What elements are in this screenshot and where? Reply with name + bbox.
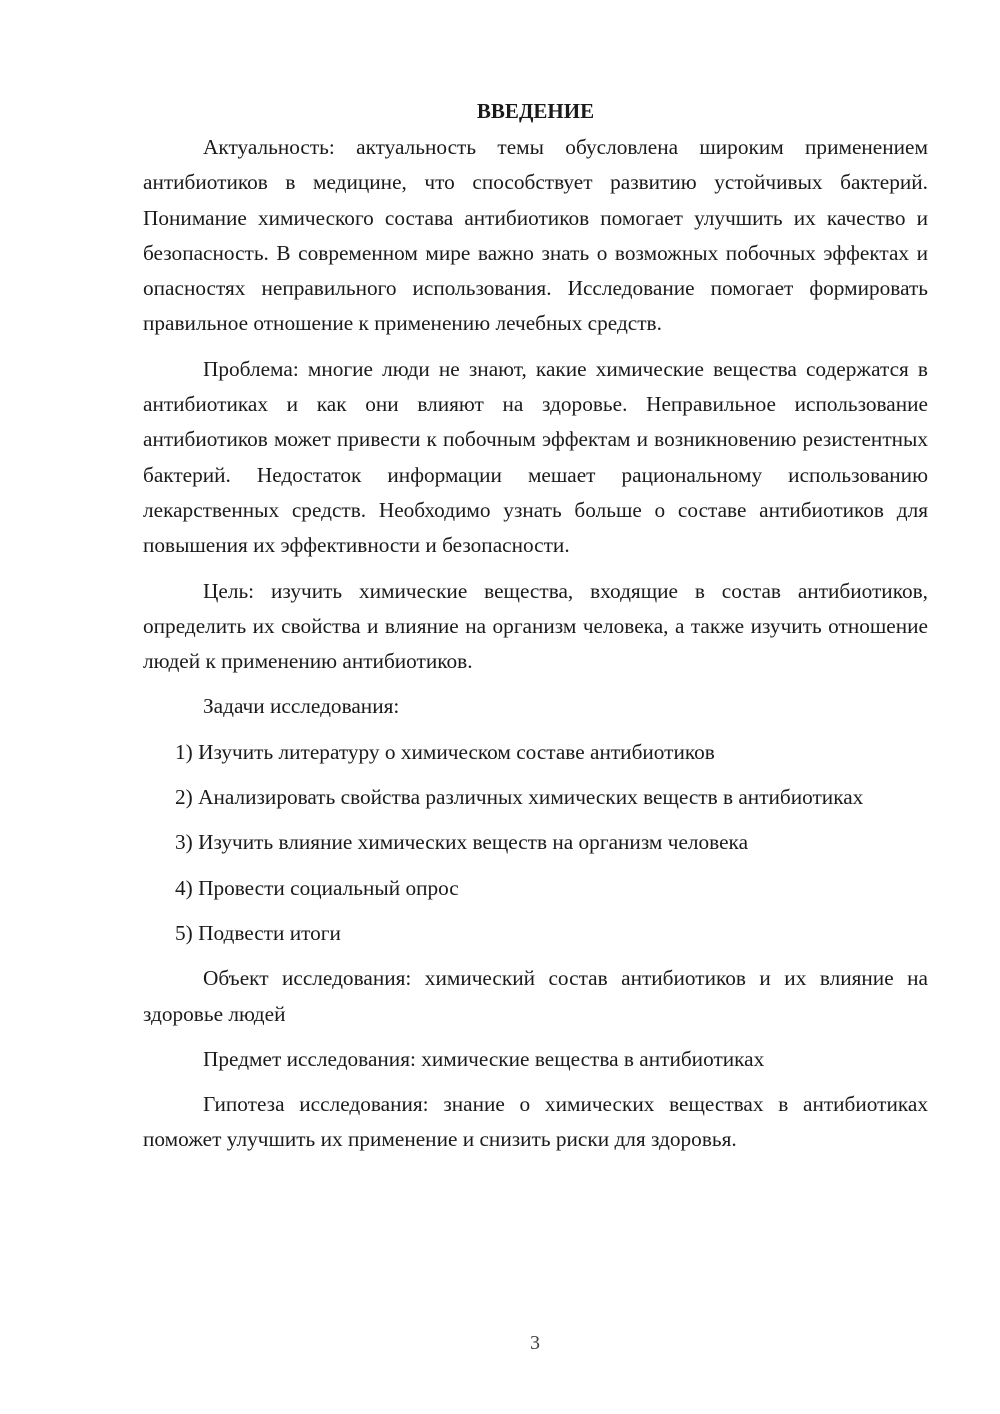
paragraph-goal: Цель: изучить химические вещества, входящие в состав антибиотиков, определить их свойства и влияние на организм человека, а также изучить отношение людей к применению антибиотиков. [143, 578, 928, 674]
paragraph-problem: Проблема: многие люди не знают, какие химические вещества содержатся в антибиотиках и как они влияют на здоровье. Неправильное использование антибиотиков может привести к побочным эффектам и возникновению резистентных бактерий. Недостаток информации мешает рациональному использованию лекарственных средств. Необходимо узнать больше о составе антибиотиков для повышения их эффективности и безопасности. [143, 356, 928, 558]
task-item: 1) Изучить литературу о химическом составе антибиотиков [175, 739, 715, 764]
paragraph-subject: Предмет исследования: химические вещества в антибиотиках [203, 1046, 765, 1071]
paragraph-hypothesis: Гипотеза исследования: знание о химических веществах в антибиотиках поможет улучшить их применение и снизить риски для здоровья. [143, 1092, 928, 1152]
task-item: 4) Провести социальный опрос [175, 875, 459, 900]
page-title: ВВЕДЕНИЕ [476, 99, 595, 123]
task-item: 2) Анализировать свойства различных химических веществ в антибиотиках [175, 785, 864, 810]
paragraph-relevance: Актуальность: актуальность темы обусловлена широким применением антибиотиков в медицине, что способствует развитию устойчивых бактерий. Понимание химического состава антибиотиков помогает улучшить их качество и безопасность. В современном мире важно знать о возможных побочных эффектах и опасностях неправильного использования. Исследование помогает формировать правильное отношение к применению лечебных средств. [143, 135, 928, 336]
task-item: 3) Изучить влияние химических веществ на организм человека [175, 830, 749, 855]
task-item: 5) Подвести итоги [175, 920, 341, 945]
paragraph-tasks-heading: Задачи исследования: [203, 694, 400, 719]
page-number: 3 [530, 1332, 540, 1354]
document-page [143, 96, 928, 1168]
paragraph-object: Объект исследования: химический состав антибиотиков и их влияние на здоровье людей [143, 966, 928, 1026]
